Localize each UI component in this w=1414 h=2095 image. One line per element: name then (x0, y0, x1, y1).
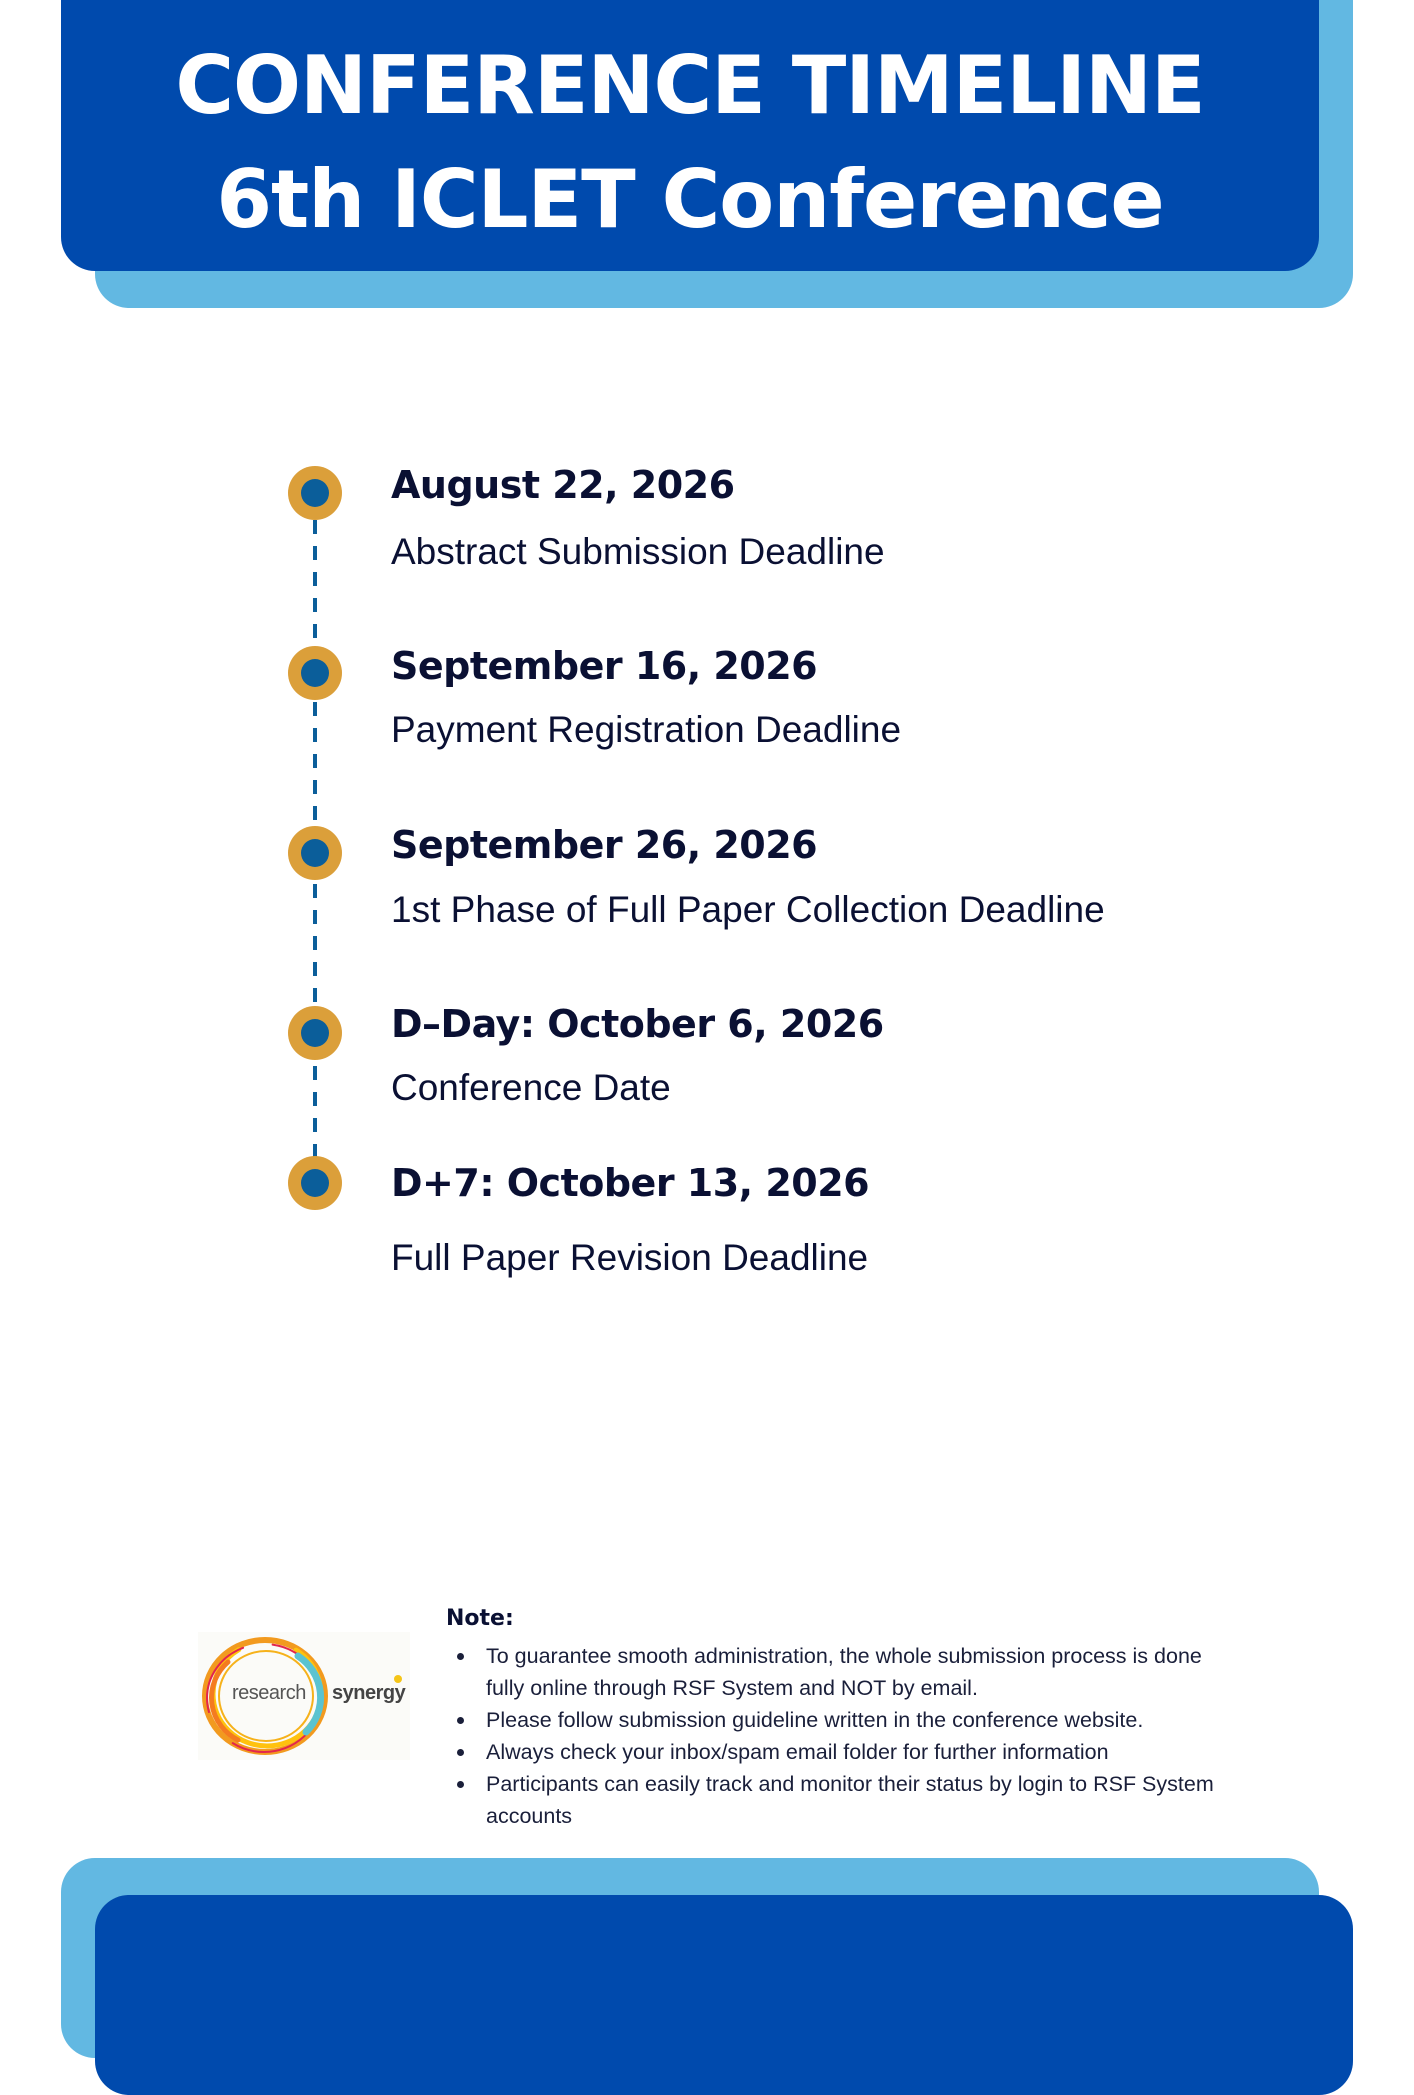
logo-text-research: research (232, 1682, 306, 1704)
logo-text-synergy: synergy (332, 1682, 406, 1704)
timeline-date: D–Day: October 6, 2026 (391, 1002, 884, 1046)
timeline-marker-icon (288, 1156, 342, 1210)
timeline-description: 1st Phase of Full Paper Collection Deadline (391, 889, 1105, 930)
note-item: Always check your inbox/spam email folder for further information (446, 1736, 1236, 1768)
timeline-description: Abstract Submission Deadline (391, 531, 885, 572)
research-synergy-logo (198, 1632, 410, 1760)
timeline-description: Full Paper Revision Deadline (391, 1237, 869, 1278)
timeline-date: August 22, 2026 (391, 463, 735, 507)
timeline-marker-icon (288, 466, 342, 520)
timeline-date: D+7: October 13, 2026 (391, 1161, 870, 1205)
title-line-2: 6th ICLET Conference (216, 153, 1164, 246)
footer-panel (95, 1895, 1353, 2095)
timeline-date: September 16, 2026 (391, 644, 818, 688)
timeline-description: Payment Registration Deadline (391, 709, 902, 750)
note-heading: Note: (446, 1606, 514, 1631)
title-line-1: CONFERENCE TIMELINE (175, 39, 1205, 132)
note-item: Participants can easily track and monitor their status by login to RSF System accounts (446, 1768, 1236, 1832)
note-item: Please follow submission guideline written in the conference website. (446, 1704, 1236, 1736)
timeline-marker-icon (288, 646, 342, 700)
timeline-description: Conference Date (391, 1067, 671, 1108)
timeline-marker-icon (288, 826, 342, 880)
timeline-date: September 26, 2026 (391, 823, 818, 867)
note-list (446, 1640, 1236, 1832)
timeline-marker-icon (288, 1006, 342, 1060)
note-item: To guarantee smooth administration, the whole submission process is done fully online through RSF System and NOT by email. (446, 1640, 1236, 1704)
